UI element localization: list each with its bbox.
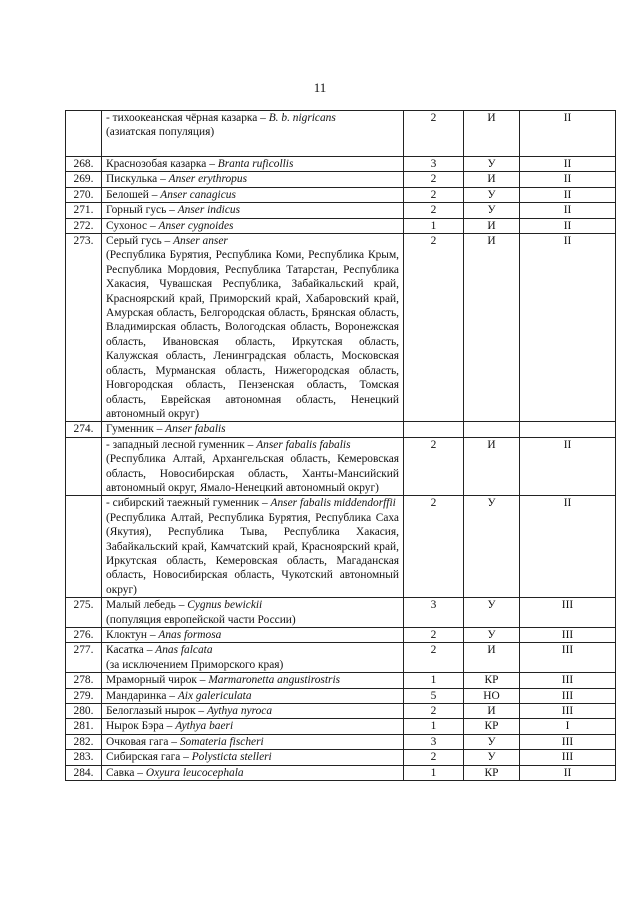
- category-cell: 2: [404, 187, 464, 202]
- latin-name: Oxyura leucocephala: [145, 766, 244, 779]
- category-cell: 1: [404, 218, 464, 233]
- priority-cell: II: [520, 496, 616, 598]
- category-cell: 1: [404, 673, 464, 688]
- status-cell: КР: [464, 673, 520, 688]
- status-cell: [464, 422, 520, 437]
- category-cell: [404, 422, 464, 437]
- table-row: [66, 203, 616, 218]
- latin-name: Aythya baeri: [175, 720, 234, 733]
- status-cell: КР: [464, 719, 520, 734]
- row-number: 282.: [66, 734, 102, 749]
- species-name: Белошей – Anser canagicus: [102, 187, 404, 202]
- row-number: 280.: [66, 704, 102, 719]
- category-cell: 2: [404, 111, 464, 157]
- status-cell: У: [464, 628, 520, 643]
- species-name: Горный гусь – Anser indicus: [102, 203, 404, 218]
- priority-cell: III: [520, 734, 616, 749]
- status-cell: У: [464, 187, 520, 202]
- status-cell: НО: [464, 688, 520, 703]
- latin-name: Anser fabalis middendorffii: [270, 497, 396, 510]
- status-cell: И: [464, 172, 520, 187]
- species-name: Малый лебедь – Cygnus bewickii (популяция европейской части России): [102, 598, 404, 628]
- row-number: 278.: [66, 673, 102, 688]
- table-row: [66, 496, 616, 598]
- status-cell: И: [464, 111, 520, 157]
- category-cell: 2: [404, 203, 464, 218]
- row-number: 283.: [66, 750, 102, 765]
- status-cell: И: [464, 437, 520, 496]
- category-cell: 2: [404, 496, 464, 598]
- table-row: [66, 765, 616, 780]
- priority-cell: III: [520, 628, 616, 643]
- species-name: Савка – Oxyura leucocephala: [102, 765, 404, 780]
- status-cell: У: [464, 734, 520, 749]
- category-cell: 2: [404, 437, 464, 496]
- species-name: Касатка – Anas falcata (за исключением Приморского края): [102, 643, 404, 673]
- latin-name: Anser erythropus: [168, 173, 247, 186]
- category-cell: 1: [404, 765, 464, 780]
- latin-name: Anser fabalis: [165, 423, 226, 436]
- row-number: 279.: [66, 688, 102, 703]
- row-number: 268.: [66, 157, 102, 172]
- status-cell: У: [464, 598, 520, 628]
- category-cell: 2: [404, 628, 464, 643]
- page-number: 11: [313, 80, 327, 95]
- priority-cell: III: [520, 704, 616, 719]
- status-cell: И: [464, 704, 520, 719]
- table-row: [66, 598, 616, 628]
- table-row: [66, 157, 616, 172]
- category-cell: 2: [404, 172, 464, 187]
- priority-cell: III: [520, 643, 616, 673]
- table-row: [66, 218, 616, 233]
- species-name: Серый гусь – Anser anser (Республика Бурятия, Республика Коми, Республика Крым, Республика Мордовия, Республика Татарстан, Республика Хакасия, Чувашская Республика, Забайкальский край, Красноярский край, Приморский край, Хабаровский край, Амурская область, Белгородская область, Брянская область, Владимирская область, Вологодская область, Воронежская область, Ивановская область, Иркутская область, Калужская область, Ленинградская область, Московская область, Мурманская область, Нижегородская область, Новгородская область, Пензенская область, Томская область, Еврейская автономная область, Ненецкий автономный округ): [102, 234, 404, 422]
- latin-name: Polysticta stelleri: [191, 751, 272, 764]
- category-cell: 5: [404, 688, 464, 703]
- priority-cell: III: [520, 750, 616, 765]
- row-number: 270.: [66, 187, 102, 202]
- row-number: [66, 496, 102, 598]
- category-cell: 3: [404, 598, 464, 628]
- table-row: [66, 234, 616, 422]
- priority-cell: I: [520, 719, 616, 734]
- row-number: 276.: [66, 628, 102, 643]
- table-row: [66, 422, 616, 437]
- row-number: 274.: [66, 422, 102, 437]
- latin-name: Somateria fischeri: [179, 735, 264, 748]
- priority-cell: [520, 422, 616, 437]
- range-note: (Республика Алтай, Архангельская область, Кемеровская область, Новосибирская область, Ханты-Мансийский автономный округ, Ямало-Ненецкий автономный округ): [106, 453, 399, 494]
- species-name: Белоглазый нырок – Aythya nyroca: [102, 704, 404, 719]
- table-row: [66, 187, 616, 202]
- row-number: 269.: [66, 172, 102, 187]
- latin-name: Branta ruficollis: [217, 158, 294, 170]
- priority-cell: II: [520, 234, 616, 422]
- priority-cell: II: [520, 157, 616, 172]
- latin-name: Anas falcata: [155, 644, 213, 657]
- row-number: 275.: [66, 598, 102, 628]
- table-row: [66, 643, 616, 673]
- category-cell: 2: [404, 643, 464, 673]
- priority-cell: II: [520, 187, 616, 202]
- row-number: 272.: [66, 218, 102, 233]
- category-cell: 3: [404, 157, 464, 172]
- row-number: 284.: [66, 765, 102, 780]
- species-name: Краснозобая казарка – Branta ruficollis: [102, 157, 404, 172]
- species-name: - тихоокеанская чёрная казарка – B. b. nigricans (азиатская популяция): [102, 111, 404, 157]
- range-note: (азиатская популяция): [106, 126, 215, 139]
- category-cell: 2: [404, 750, 464, 765]
- table-row: [66, 704, 616, 719]
- status-cell: У: [464, 750, 520, 765]
- row-number: 277.: [66, 643, 102, 673]
- latin-name: Aix galericulata: [177, 689, 252, 702]
- priority-cell: II: [520, 203, 616, 218]
- latin-name: Marmaronetta angustirostris: [208, 674, 341, 687]
- status-cell: У: [464, 203, 520, 218]
- status-cell: И: [464, 234, 520, 422]
- priority-cell: II: [520, 111, 616, 157]
- species-name: Клоктун – Anas formosa: [102, 628, 404, 643]
- species-name: Нырок Бэра – Aythya baeri: [102, 719, 404, 734]
- latin-name: B. b. nigricans: [268, 112, 336, 124]
- row-number: 271.: [66, 203, 102, 218]
- table-row: [66, 437, 616, 496]
- range-note: (популяция европейской части России): [106, 613, 296, 626]
- table-row: [66, 688, 616, 703]
- row-number: [66, 437, 102, 496]
- category-cell: 2: [404, 704, 464, 719]
- species-name: Очковая гага – Somateria fischeri: [102, 734, 404, 749]
- row-number: 281.: [66, 719, 102, 734]
- priority-cell: III: [520, 688, 616, 703]
- latin-name: Anser indicus: [177, 204, 241, 217]
- status-cell: У: [464, 157, 520, 172]
- species-table: [65, 110, 616, 781]
- latin-name: Aythya nyroca: [206, 705, 273, 718]
- priority-cell: II: [520, 218, 616, 233]
- status-cell: И: [464, 643, 520, 673]
- priority-cell: III: [520, 673, 616, 688]
- species-name: Пискулька – Anser erythropus: [102, 172, 404, 187]
- status-cell: У: [464, 496, 520, 598]
- priority-cell: II: [520, 765, 616, 780]
- range-note: (Республика Бурятия, Республика Коми, Республика Крым, Республика Мордовия, Республика Татарстан, Республика Хакасия, Чувашская Республика, Забайкальский край, Красноярский край, Приморский край, Хабаровский край, Амурская область, Белгородская область, Брянская область, Владимирская область, Вологодская область, Воронежская область, Ивановская область, Иркутская область, Калужская область, Ленинградская область, Московская область, Мурманская область, Нижегородская область, Новгородская область, Пензенская область, Томская область, Еврейская автономная область, Ненецкий автономный округ): [106, 249, 399, 420]
- species-name: - сибирский таежный гуменник – Anser fabalis middendorffii (Республика Алтай, Республика Бурятия, Республика Саха (Якутия), Республика Тыва, Республика Хакасия, Забайкальский край, Камчатский край, Красноярский край, Иркутская область, Кемеровская область, Магаданская область, Новосибирская область, Чукотский автономный округ): [102, 496, 404, 598]
- latin-name: Anas formosa: [158, 629, 222, 641]
- range-note: (Республика Алтай, Республика Бурятия, Республика Саха (Якутия), Республика Тыва, Республика Хакасия, Забайкальский край, Камчатский край, Красноярский край, Иркутская область, Кемеровская область, Магаданская область, Новосибирская область, Чукотский автономный округ): [106, 511, 399, 596]
- row-number: [66, 111, 102, 157]
- latin-name: Anser anser: [173, 235, 228, 248]
- species-name: Сухонос – Anser cygnoides: [102, 218, 404, 233]
- latin-name: Anser fabalis fabalis: [256, 438, 351, 451]
- species-name: Мандаринка – Aix galericulata: [102, 688, 404, 703]
- latin-name: Cygnus bewickii: [187, 599, 263, 612]
- status-cell: И: [464, 218, 520, 233]
- latin-name: Anser cygnoides: [158, 219, 234, 232]
- priority-cell: II: [520, 437, 616, 496]
- table-row: [66, 719, 616, 734]
- priority-cell: III: [520, 598, 616, 628]
- category-cell: 2: [404, 234, 464, 422]
- status-cell: КР: [464, 765, 520, 780]
- table-row: [66, 734, 616, 749]
- species-name: - западный лесной гуменник – Anser fabalis fabalis (Республика Алтай, Архангельская область, Кемеровская область, Новосибирская область, Ханты-Мансийский автономный округ, Ямало-Ненецкий автономный округ): [102, 437, 404, 496]
- table-row: [66, 172, 616, 187]
- species-name: Гуменник – Anser fabalis: [102, 422, 404, 437]
- priority-cell: II: [520, 172, 616, 187]
- species-name: Мраморный чирок – Marmaronetta angustirostris: [102, 673, 404, 688]
- row-number: 273.: [66, 234, 102, 422]
- category-cell: 1: [404, 719, 464, 734]
- species-name: Сибирская гага – Polysticta stelleri: [102, 750, 404, 765]
- table-row: [66, 750, 616, 765]
- latin-name: Anser canagicus: [160, 188, 236, 201]
- category-cell: 3: [404, 734, 464, 749]
- table-row: [66, 111, 616, 157]
- range-note: (за исключением Приморского края): [106, 658, 284, 671]
- table-row: [66, 628, 616, 643]
- table-row: [66, 673, 616, 688]
